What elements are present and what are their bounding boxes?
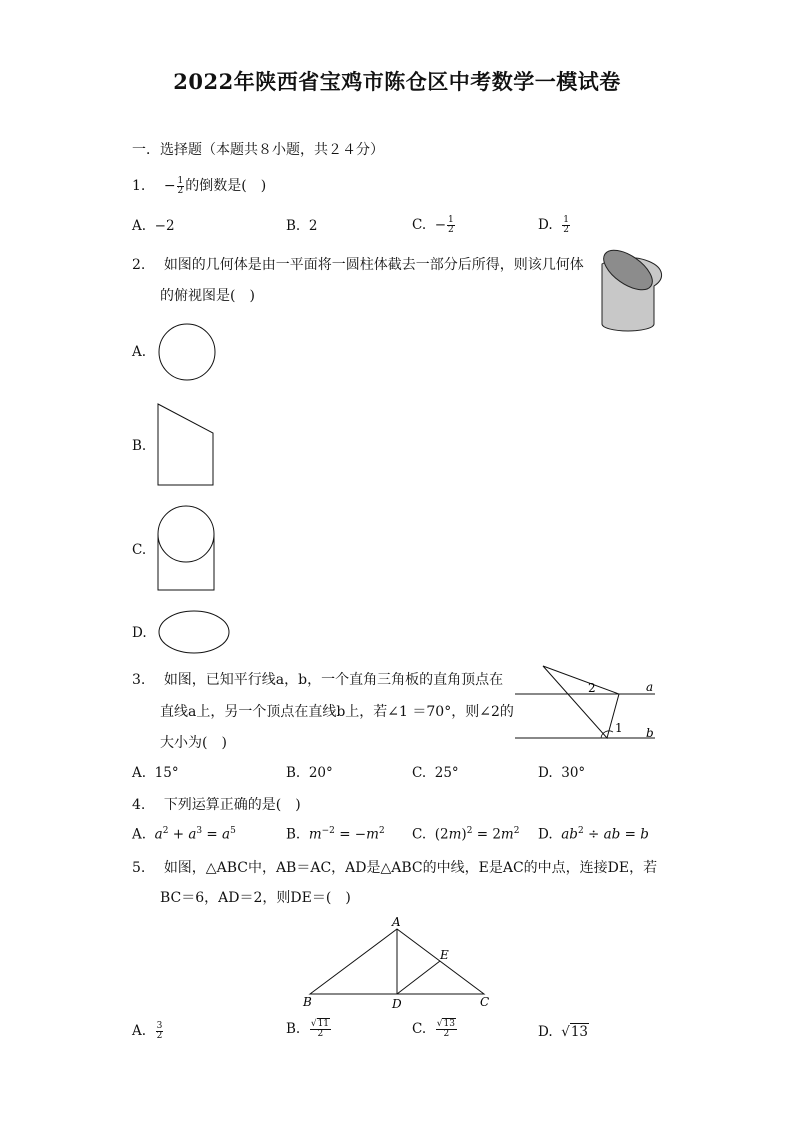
- question-number: 1.: [132, 178, 146, 194]
- q2-option-c-label[interactable]: C.: [132, 542, 147, 558]
- q2-option-d-ellipse[interactable]: [158, 610, 232, 656]
- q2-option-b-label[interactable]: B.: [132, 438, 147, 454]
- q3-option-b[interactable]: B. 20°: [286, 765, 333, 781]
- question-5-line2: BC＝6，AD＝2，则DE＝( ): [160, 890, 351, 906]
- point-b-label: B: [303, 995, 312, 1009]
- page-title: 2022年陕西省宝鸡市陈仓区中考数学一模试卷: [173, 69, 621, 94]
- q2-option-c-circle-square[interactable]: [157, 504, 219, 592]
- line-b-label: b: [646, 726, 654, 740]
- section-heading: 一．选择题（本题共８小题，共２４分）: [132, 142, 384, 158]
- q5-option-c[interactable]: C. $\frac{√13}{2}$: [412, 1019, 455, 1039]
- question-3-line1: 3. 如图，已知平行线a，b，一个直角三角板的直角顶点在: [132, 672, 504, 688]
- question-number: 3.: [132, 672, 146, 688]
- angle-2-label: 2: [588, 681, 596, 695]
- angle-1-label: 1: [615, 721, 623, 735]
- q4-option-d[interactable]: D. $ab^2$ ÷ ab = b: [538, 826, 649, 843]
- question-2-line2: 的俯视图是( ): [160, 288, 255, 304]
- q1-minus: −: [163, 178, 176, 194]
- q4-option-c[interactable]: C. $(2m)^2 = 2m^2$: [412, 826, 520, 843]
- q1-option-d[interactable]: D. $\frac{1}{2}$: [538, 215, 569, 235]
- q5-option-d[interactable]: D. √13: [538, 1024, 589, 1040]
- line-a-label: a: [646, 680, 654, 694]
- q4-option-b[interactable]: B. $m^{-2} = -m^2$: [286, 826, 385, 843]
- q2-option-d-label[interactable]: D.: [132, 625, 147, 641]
- q2-option-a-circle[interactable]: [158, 322, 218, 384]
- q5-option-a[interactable]: A. $\frac{3}{2}$: [132, 1021, 163, 1041]
- question-2-line1: 2. 如图的几何体是由一平面将一圆柱体截去一部分后所得，则该几何体: [132, 257, 584, 273]
- q5-option-b[interactable]: B. $\frac{√11}{2}$: [286, 1019, 330, 1039]
- point-e-label: E: [440, 948, 449, 962]
- question-3-line2: 直线a上，另一个顶点在直线b上，若∠1 ＝70°，则∠2的: [160, 704, 514, 720]
- q1-option-c[interactable]: C. − $\frac{1}{2}$: [412, 215, 454, 235]
- q4-option-a[interactable]: A. $a^2 + a^3 = a^5$: [132, 826, 236, 843]
- cut-cylinder-figure: [598, 246, 662, 334]
- q2-option-b-trapezoid[interactable]: [157, 403, 217, 489]
- parallel-lines-figure: [515, 662, 660, 744]
- question-4: 4. 下列运算正确的是( ): [132, 797, 301, 813]
- question-number: 4.: [132, 797, 146, 813]
- point-a-label: A: [392, 915, 401, 929]
- question-number: 2.: [132, 257, 146, 273]
- q1-option-a[interactable]: A. −2: [132, 218, 175, 234]
- q1-fraction: $\frac{1}{2}$: [177, 175, 184, 196]
- question-number: 5.: [132, 860, 146, 876]
- q2-option-a-label[interactable]: A.: [132, 344, 147, 360]
- q1-option-b[interactable]: B. 2: [286, 218, 318, 234]
- question-5-line1: 5. 如图，△ABC中，AB＝AC，AD是△ABC的中线，E是AC的中点，连接DE，若: [132, 860, 658, 876]
- q3-option-d[interactable]: D. 30°: [538, 765, 586, 781]
- q3-option-a[interactable]: A. 15°: [132, 765, 179, 781]
- q3-option-c[interactable]: C. 25°: [412, 765, 459, 781]
- question-1: [132, 176, 266, 196]
- point-d-label: D: [392, 997, 402, 1011]
- q1-stem: 的倒数是( ): [185, 178, 267, 194]
- triangle-abc-figure: [300, 914, 500, 1014]
- question-3-line3: 大小为( ): [160, 735, 227, 751]
- point-c-label: C: [480, 995, 490, 1009]
